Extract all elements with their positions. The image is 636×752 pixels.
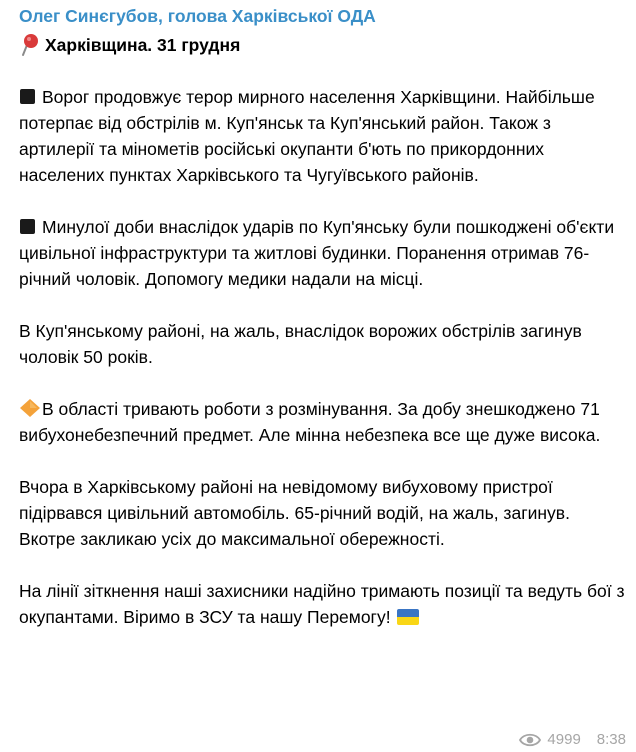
view-count: 4999: [547, 731, 581, 748]
headline-text: Харківщина. 31 грудня: [45, 35, 241, 55]
paragraph-2: [19, 214, 626, 292]
black-square-icon: [20, 89, 35, 104]
black-square-icon: [20, 219, 35, 234]
message-meta: [519, 730, 626, 750]
ukraine-flag-icon: [397, 609, 419, 625]
round-pushpin-icon: [19, 33, 41, 57]
sender-name[interactable]: Олег Синєгубов, голова Харківської ОДА: [19, 6, 376, 26]
paragraph-1: [19, 84, 626, 188]
orange-diamond-icon: [19, 398, 41, 418]
paragraph-text: На лінії зіткнення наші захисники надійно тримають позиції та ведуть бої з окупантами. Віримо в ЗСУ та нашу Перемогу!: [19, 581, 625, 627]
paragraph-3: [19, 318, 626, 370]
message-time: 8:38: [596, 731, 626, 748]
message-body: [19, 84, 626, 630]
paragraph-4: [19, 396, 626, 448]
eye-icon: [519, 732, 541, 748]
message-headline: [19, 32, 626, 58]
paragraph-5: [19, 474, 626, 552]
paragraph-text: Минулої доби внаслідок ударів по Куп'янську були пошкоджені об'єкти цивільної інфраструктури та житлові будинки. Поранення отримав 76-річний чоловік. Допомогу медики надали на місці.: [19, 217, 615, 289]
paragraph-6: [19, 578, 626, 630]
paragraph-text: Вчора в Харківському районі на невідомому вибуховому пристрої підірвався цивільний автомобіль. 65-річний водій, на жаль, загинув. Вкотре закликаю усіх до максимальної обережності.: [19, 477, 570, 549]
paragraph-text: В області тривають роботи з розмінування. За добу знешкоджено 71 вибухонебезпечний предмет. Але мінна небезпека все ще дуже висока.: [19, 399, 601, 445]
paragraph-text: В Куп'янському районі, на жаль, внаслідок ворожих обстрілів загинув чоловік 50 років.: [19, 321, 582, 367]
paragraph-text: Ворог продовжує терор мирного населення Харківщини. Найбільше потерпає від обстрілів м. Куп'янськ та Куп'янський район. Також з артилерії та мінометів російські окупанти б'ють по прикордонних населених пунктах Харківського та Чугуївського районів.: [19, 87, 595, 185]
